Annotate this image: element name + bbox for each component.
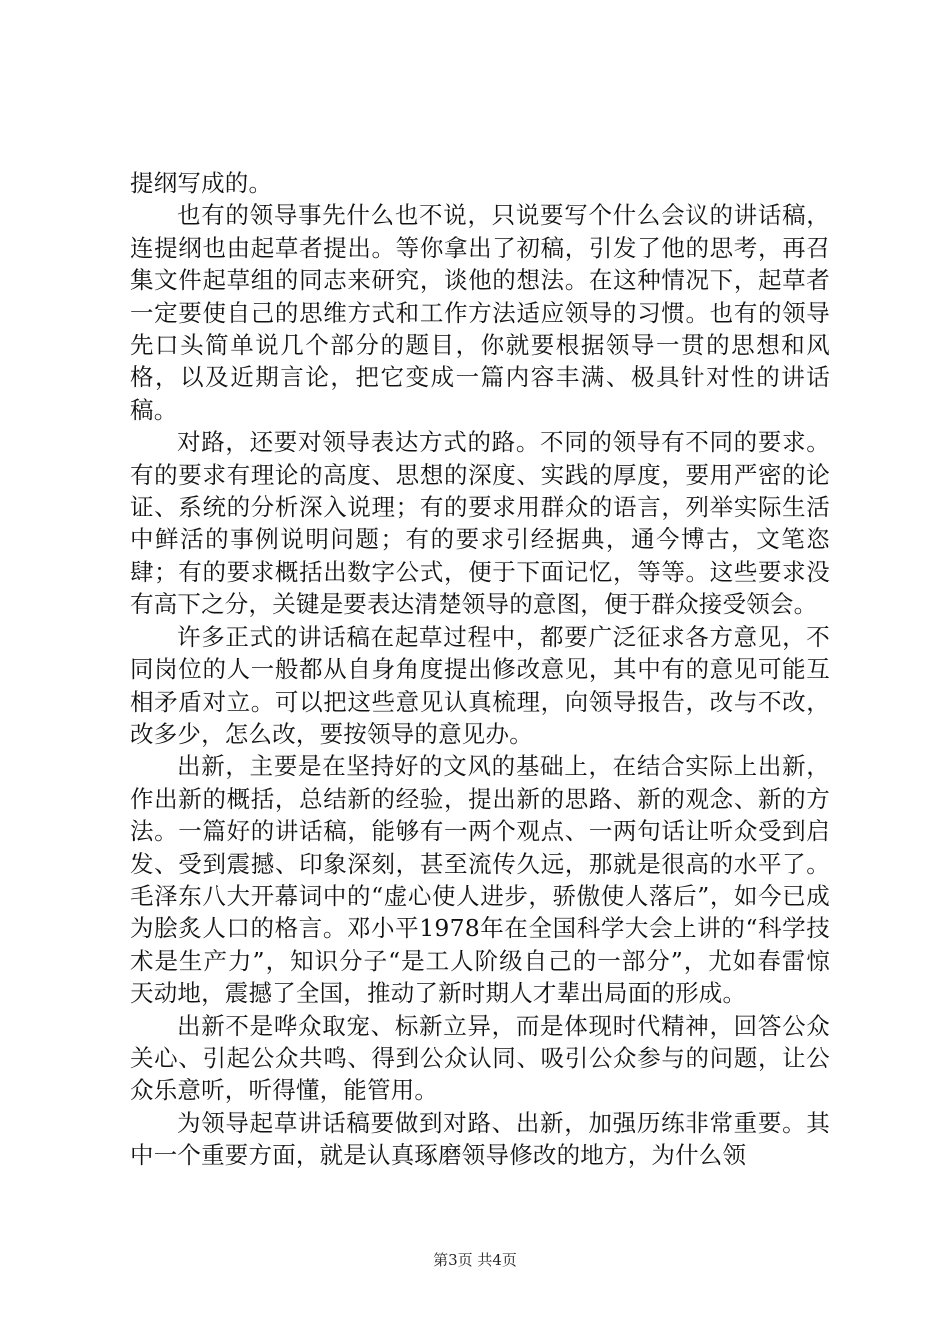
paragraph: 出新不是哗众取宠、标新立异，而是体现时代精神，回答公众关心、引起公众共鸣、得到公众认同、吸引公众参与的问题，让公众乐意听，听得懂，能管用。 — [130, 1011, 830, 1105]
page-number-label: 第3页 共4页 — [433, 1251, 517, 1269]
paragraph: 为领导起草讲话稿要做到对路、出新，加强历练非常重要。其中一个重要方面，就是认真琢磨领导修改的地方，为什么领 — [130, 1108, 830, 1170]
page-footer — [0, 1250, 950, 1270]
paragraph: 许多正式的讲话稿在起草过程中，都要广泛征求各方意见，不同岗位的人一般都从自身角度提出修改意见，其中有的意见可能互相矛盾对立。可以把这些意见认真梳理，向领导报告，改与不改，改多少，怎么改，要按领导的意见办。 — [130, 622, 830, 748]
document-body — [130, 167, 830, 1172]
paragraph: 也有的领导事先什么也不说，只说要写个什么会议的讲话稿，连提纲也由起草者提出。等你拿出了初稿，引发了他的思考，再召集文件起草组的同志来研究，谈他的想法。在这种情况下，起草者一定要使自己的思维方式和工作方法适应领导的习惯。也有的领导先口头简单说几个部分的题目，你就要根据领导一贯的思想和风格，以及近期言论，把它变成一篇内容丰满、极具针对性的讲话稿。 — [130, 201, 830, 424]
paragraph-continuation: 提纲写成的。 — [130, 169, 273, 197]
paragraph: 对路，还要对领导表达方式的路。不同的领导有不同的要求。有的要求有理论的高度、思想的深度、实践的厚度，要用严密的论证、系统的分析深入说理；有的要求用群众的语言，列举实际生活中鲜活的事例说明问题；有的要求引经据典，通今博古，文笔恣肆；有的要求概括出数字公式，便于下面记忆，等等。这些要求没有高下之分，关键是要表达清楚领导的意图，便于群众接受领会。 — [130, 428, 830, 619]
paragraph: 出新，主要是在坚持好的文风的基础上，在结合实际上出新，作出新的概括，总结新的经验，提出新的思路、新的观念、新的方法。一篇好的讲话稿，能够有一两个观点、一两句话让听众受到启发、受到震撼、印象深刻，甚至流传久远，那就是很高的水平了。毛泽东八大开幕词中的“虚心使人进步，骄傲使人落后”，如今已成为脍炙人口的格言。邓小平1978年在全国科学大会上讲的“科学技术是生产力”，知识分子“是工人阶级自己的一部分”，尤如春雷惊天动地，震撼了全国，推动了新时期人才辈出局面的形成。 — [130, 752, 830, 1008]
